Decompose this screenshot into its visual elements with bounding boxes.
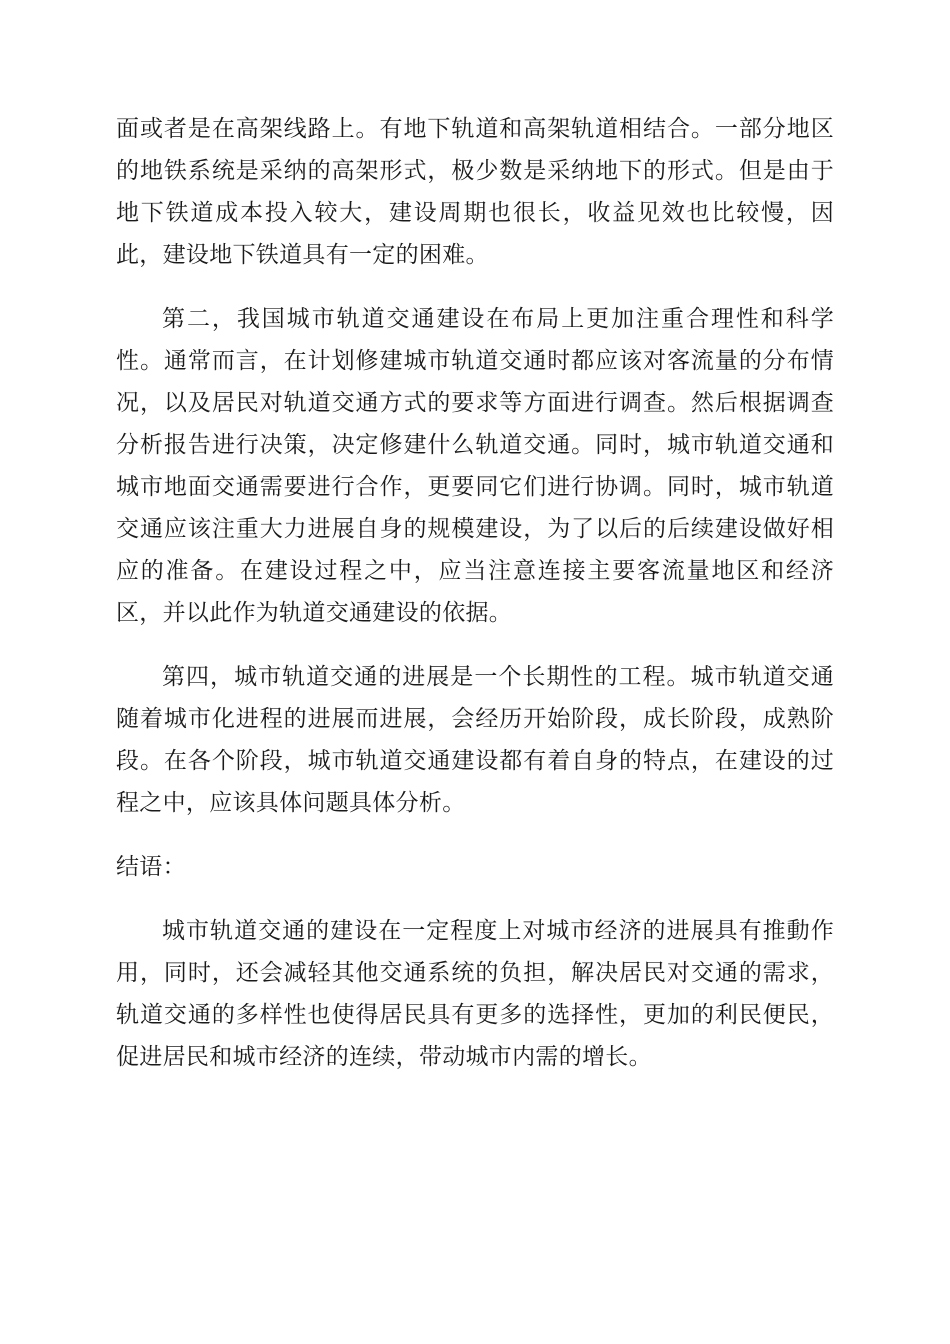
conclusion-paragraph: 城市轨道交通的建设在一定程度上对城市经济的进展具有推動作用，同时，还会减轻其他交通系统的负担，解决居民对交通的需求，轨道交通的多样性也使得居民具有更多的选择性，更加的利民便民，促进居民和城市经济的连续，带动城市内需的增长。	[116, 918, 834, 1070]
document-body	[116, 108, 834, 1100]
paragraph-fourth-point: 第四，城市轨道交通的进展是一个长期性的工程。城市轨道交通随着城市化进程的进展而进展，会经历开始阶段，成长阶段，成熟阶段。在各个阶段，城市轨道交通建设都有着自身的特点，在建设的过程之中，应该具体问题具体分析。	[116, 664, 834, 816]
paragraph-second-point: 第二，我国城市轨道交通建设在布局上更加注重合理性和科学性。通常而言，在计划修建城市轨道交通时都应该对客流量的分布情况，以及居民对轨道交通方式的要求等方面进行调查。然后根据调查分析报告进行决策，决定修建什么轨道交通。同时，城市轨道交通和城市地面交通需要进行合作，更要同它们进行协调。同时，城市轨道交通应该注重大力进展自身的规模建设，为了以后的后续建设做好相应的准备。在建设过程之中，应当注意连接主要客流量地区和经济区，并以此作为轨道交通建设的依据。	[116, 306, 834, 626]
paragraph-continuation: 面或者是在高架线路上。有地下轨道和高架轨道相结合。一部分地区的地铁系统是采纳的高架形式，极少数是采纳地下的形式。但是由于地下铁道成本投入较大，建设周期也很长，收益见效也比较慢，因此，建设地下铁道具有一定的困难。	[116, 116, 834, 268]
conclusion-heading: 结语：	[116, 854, 186, 880]
